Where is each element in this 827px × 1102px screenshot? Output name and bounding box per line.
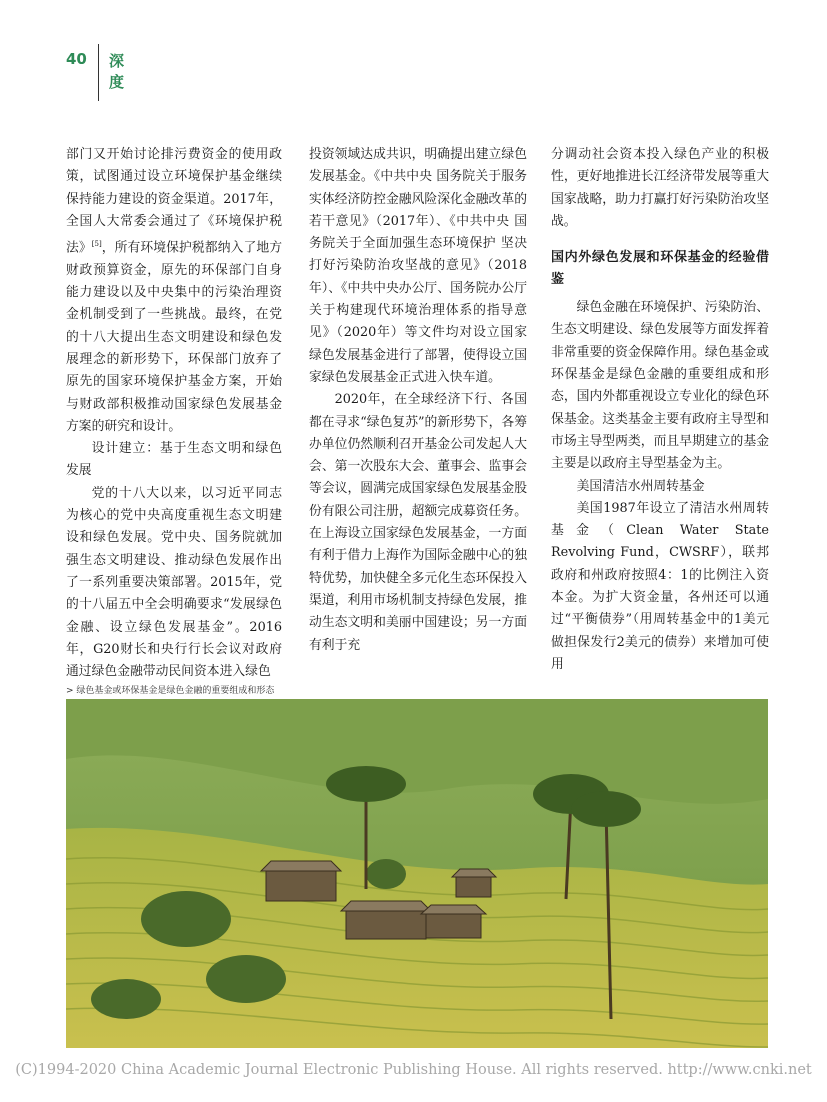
- subsection-heading: 设计建立：基于生态文明和绿色发展: [66, 441, 282, 479]
- citation-ref[interactable]: [5]: [91, 240, 102, 249]
- paragraph: 部门又开始讨论排污费资金的使用政策，试图通过设立环境保护基金继续保持能力建设的资金渠道。2017年，全国人大常委会通过了《环境保护税法》[5]，所有环境保护税都纳入了地方财政预算资金，原先的环保部门自身能力建设以及中央集中的污染治理资金机制受到了一些挑战。最终，在党的十八大提出生态文明建设和绿色发展理念的新形势下，环保部门放弃了原先的国家环境保护基金方案，开始与财政部积极推动国家绿色发展基金方案的研究和设计。: [66, 147, 283, 434]
- paragraph: 分调动社会资本投入绿色产业的积极性，更好地推进长江经济带发展等重大国家战略，助力打赢打好污染防治攻坚战。: [551, 147, 769, 229]
- text-column-2: [309, 144, 527, 657]
- rice-terrace-photo: [66, 699, 768, 1048]
- photo-caption: > 绿色基金或环保基金是绿色金融的重要组成和形态: [66, 686, 275, 696]
- paragraph: 美国1987年设立了清洁水州周转基金（Clean Water State Revolving Fund，CWSRF），联邦政府和州政府按照4：1的比例注入资本金。为扩大资金量，各州还可以通过“平衡债券”（用周转基金中的1美元做担保发行2美元的债券）来增加可使用: [551, 500, 769, 672]
- section-title: 深度: [109, 52, 125, 91]
- paragraph: 2020年，在全球经济下行、各国都在寻求“绿色复苏”的新形势下，各筹办单位仍然顺利召开基金公司发起人大会、第一次股东大会、董事会、监事会等会议，圆满完成国家绿色发展基金股份有限公司注册，超额完成募资任务。在上海设立国家绿色发展基金，一方面有利于借力上海作为国际金融中心的独特优势，加快健全多元化生态环保投入渠道，利用市场机制支持绿色发展，推动生态文明和美丽中国建设；另一方面有利于充: [309, 392, 527, 653]
- header-divider: [98, 44, 99, 101]
- text-column-1: [66, 144, 282, 683]
- paragraph: 绿色金融在环境保护、污染防治、生态文明建设、绿色发展等方面发挥着非常重要的资金保障作用。绿色基金或环保基金是绿色金融的重要组成和形态，国内外都重视设立专业化的绿色环保基金。这类基金主要有政府主导型和市场主导型两类，而且早期建立的基金主要是以政府主导型基金为主。: [551, 300, 769, 472]
- section-heading: 国内外绿色发展和环保基金的经验借鉴: [551, 250, 769, 288]
- paragraph: 投资领域达成共识，明确提出建立绿色发展基金。《中共中央 国务院关于服务实体经济防控金融风险深化金融改革的若干意见》（2017年）、《中共中央 国务院关于全面加强生态环境保护 坚决打好污染防治攻坚战的意见》（2018年）、《中共中央办公厅、国务院办公厅关于构建现代环境治理体系的指导意见》（2020年）等文件均对设立国家绿色发展基金进行了部署，使得设立国家绿色发展基金正式进入快车道。: [309, 147, 527, 385]
- paragraph: 党的十八大以来，以习近平同志为核心的党中央高度重视生态文明建设和绿色发展。党中央、国务院就加强生态文明建设、推动绿色发展作出了一系列重要决策部署。2015年，党的十八届五中全会明确要求“发展绿色金融、设立绿色发展基金”。2016年，G20财长和央行行长会议对政府通过绿色金融带动民间资本进入绿色: [66, 485, 282, 680]
- copyright-footer: (C)1994-2020 China Academic Journal Electronic Publishing House. All rights reserved. http://www.cnki.net: [15, 1062, 812, 1078]
- page-number: 40: [66, 50, 87, 68]
- subsection-heading: 美国清洁水州周转基金: [576, 478, 705, 494]
- text-column-3: [551, 144, 769, 676]
